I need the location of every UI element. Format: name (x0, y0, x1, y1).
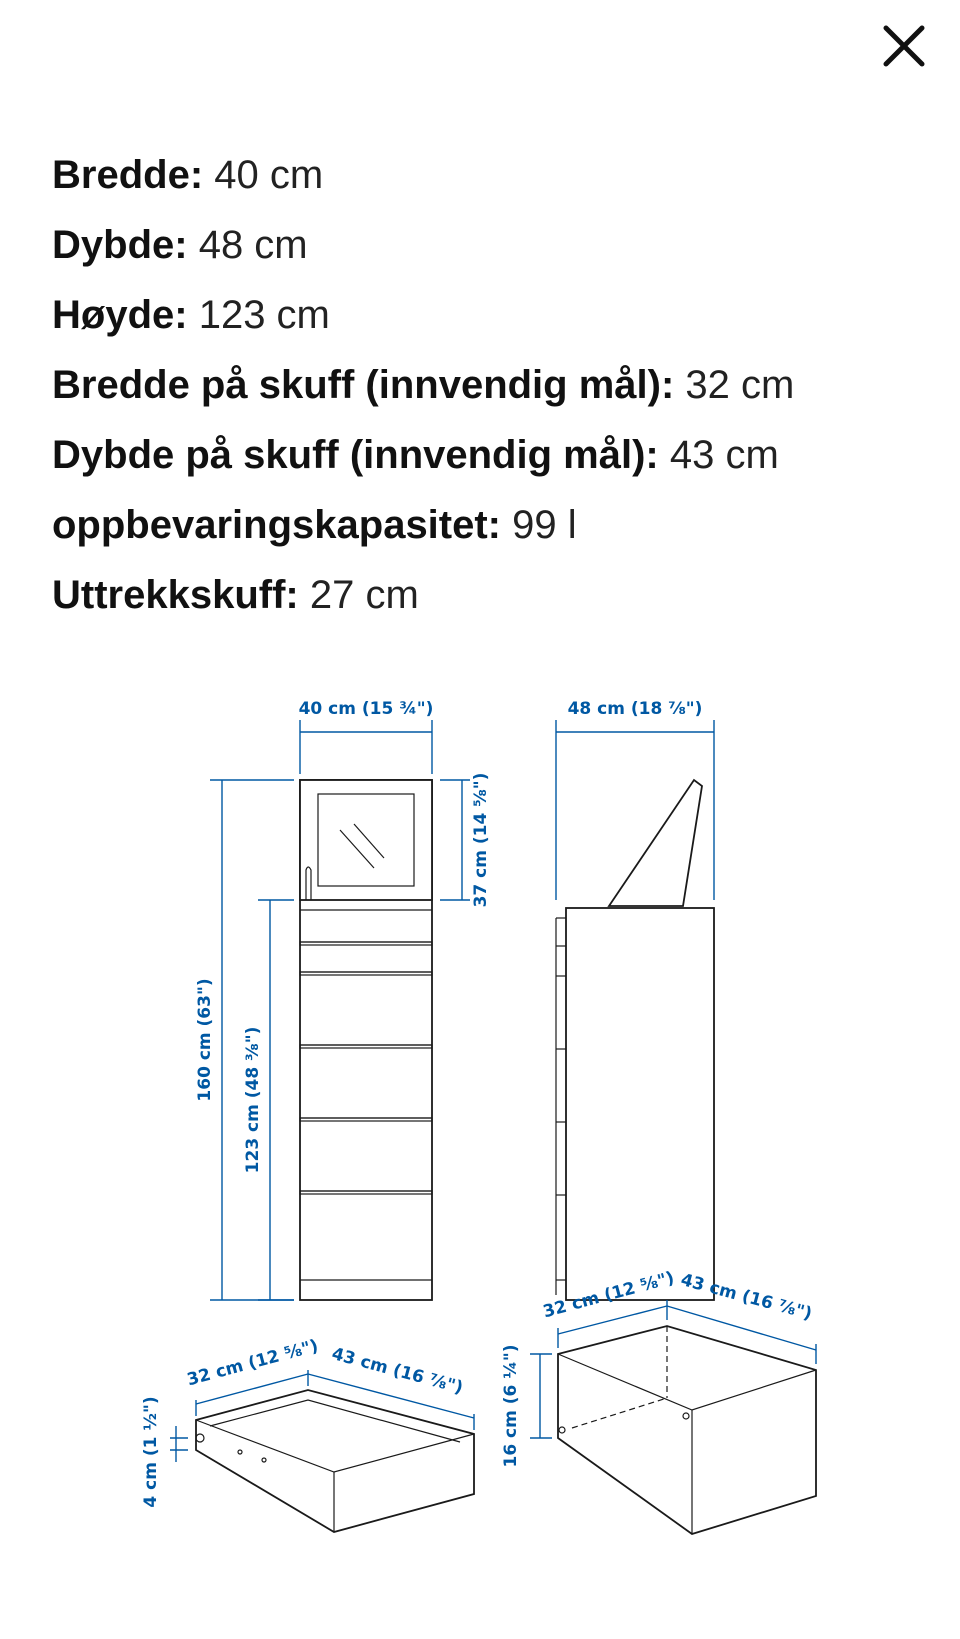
spec-drawer-width (52, 350, 932, 420)
spec-label: Uttrekkskuff: (52, 573, 299, 617)
product-measurements (52, 140, 932, 630)
spec-depth (52, 210, 932, 280)
front-width-label: 40 cm (15 ¾") (298, 700, 434, 719)
spec-value: 123 cm (198, 293, 330, 337)
small-drawer-width-label: 32 cm (12 ⅝") (184, 1336, 321, 1391)
spec-height (52, 280, 932, 350)
large-drawer-height-label: 16 cm (6 ¼") (501, 1344, 521, 1468)
spec-label: Dybde på skuff (innvendig mål): (52, 433, 659, 477)
spec-label: Bredde: (52, 153, 204, 197)
spec-storage-capacity (52, 490, 932, 560)
close-button[interactable] (868, 10, 940, 82)
small-drawer-depth-label: 43 cm (16 ⅞") (329, 1344, 466, 1399)
spec-value: 32 cm (685, 363, 795, 407)
small-drawer-height-label: 4 cm (1 ½") (141, 1396, 161, 1508)
dimension-diagram (0, 700, 960, 1580)
spec-value: 99 l (512, 503, 577, 547)
small-drawer (196, 1390, 474, 1532)
spec-label: Høyde: (52, 293, 188, 337)
body-height-label: 123 cm (48 ⅜") (243, 1026, 263, 1174)
spec-width (52, 140, 932, 210)
spec-label: oppbevaringskapasitet: (52, 503, 502, 547)
large-drawer (558, 1326, 816, 1534)
total-height-label: 160 cm (63") (195, 978, 215, 1102)
spec-drawer-depth (52, 420, 932, 490)
spec-value: 40 cm (214, 153, 324, 197)
spec-value: 48 cm (198, 223, 308, 267)
spec-value: 27 cm (309, 573, 419, 617)
close-icon (882, 24, 926, 68)
spec-label: Dybde: (52, 223, 188, 267)
spec-pullout-drawer (52, 560, 932, 630)
mirror-height-label: 37 cm (14 ⅝") (471, 772, 491, 908)
large-drawer-depth-label: 43 cm (16 ⅞") (678, 1270, 815, 1325)
side-view (556, 780, 714, 1300)
large-drawer-width-label: 32 cm (12 ⅝") (540, 1268, 677, 1323)
spec-label: Bredde på skuff (innvendig mål): (52, 363, 675, 407)
front-view (300, 780, 432, 1300)
side-depth-label: 48 cm (18 ⅞") (567, 700, 703, 719)
spec-value: 43 cm (669, 433, 779, 477)
